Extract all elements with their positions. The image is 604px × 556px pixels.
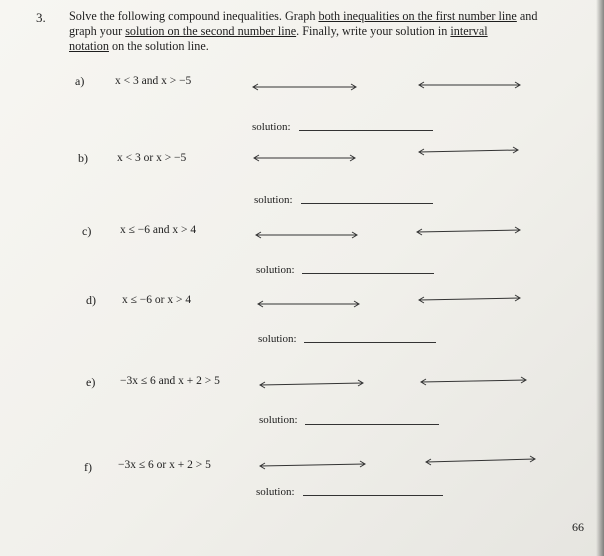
problem-b-number-line-1[interactable] — [253, 153, 357, 163]
problem-e-number-line-1[interactable] — [259, 379, 365, 389]
instr-text-3: graph your — [69, 24, 126, 38]
page-number: 66 — [572, 520, 584, 534]
instr-underlined-notation: notation — [69, 39, 109, 53]
problem-c-number-line-2[interactable] — [416, 226, 522, 236]
problem-c-number-line-1[interactable] — [255, 230, 359, 240]
problem-e-label: e) — [86, 375, 96, 389]
instr-text-1: Solve the following compound inequalities. Graph — [69, 9, 319, 23]
problem-f-number-line-2[interactable] — [425, 455, 537, 467]
page-edge-shadow — [596, 0, 604, 556]
problem-d-number-line-2[interactable] — [418, 294, 522, 304]
instructions-line-2 — [69, 24, 537, 39]
problem-f-number-line-1[interactable] — [259, 460, 367, 470]
problem-e-solution-blank[interactable] — [305, 424, 439, 425]
problem-d-label: d) — [86, 293, 96, 307]
problem-e-number-line-2[interactable] — [420, 376, 528, 386]
problem-a-expression: x < 3 and x > −5 — [115, 75, 192, 87]
problem-c-solution-label: solution: — [256, 264, 295, 276]
instr-text-2: and — [516, 9, 538, 23]
instructions-line-1 — [69, 9, 537, 24]
problem-a-solution-blank[interactable] — [299, 130, 433, 131]
problem-d-solution-blank[interactable] — [304, 342, 436, 343]
problem-d-expression: x ≤ −6 or x > 4 — [122, 294, 192, 306]
problem-f-solution-label: solution: — [256, 486, 295, 498]
instr-underlined-interval: interval — [450, 24, 488, 38]
problem-a-number-line-2[interactable] — [418, 80, 522, 90]
problem-c-expression: x ≤ −6 and x > 4 — [120, 224, 197, 236]
problem-e-expression: −3x ≤ 6 and x + 2 > 5 — [120, 375, 220, 387]
instr-underlined-first-line: both inequalities on the first number line — [318, 9, 517, 23]
instr-text-4: . Finally, write your solution in — [296, 24, 451, 38]
problem-d-number-line-1[interactable] — [257, 299, 361, 309]
problem-b-number-line-2[interactable] — [418, 146, 520, 156]
problem-b-solution-blank[interactable] — [301, 203, 433, 204]
problem-c-solution-blank[interactable] — [302, 273, 434, 274]
problem-d-solution-label: solution: — [258, 333, 297, 345]
problem-e-solution-label: solution: — [259, 414, 298, 426]
problem-b-label: b) — [78, 151, 88, 165]
problem-b-expression: x < 3 or x > −5 — [117, 152, 187, 164]
problem-a-number-line-1[interactable] — [252, 82, 358, 92]
problem-b-solution-label: solution: — [254, 194, 293, 206]
instructions-line-3 — [69, 39, 537, 54]
instr-text-5: on the solution line. — [108, 39, 209, 53]
question-instructions — [69, 9, 537, 54]
problem-a-solution-label: solution: — [252, 121, 291, 133]
problem-f-expression: −3x ≤ 6 or x + 2 > 5 — [118, 459, 211, 471]
problem-f-solution-blank[interactable] — [303, 495, 443, 496]
problem-c-label: c) — [82, 224, 92, 238]
instr-underlined-second-line: solution on the second number line — [125, 24, 297, 38]
question-number: 3. — [36, 10, 46, 25]
problem-a-label: a) — [75, 74, 85, 88]
problem-f-label: f) — [84, 460, 92, 474]
